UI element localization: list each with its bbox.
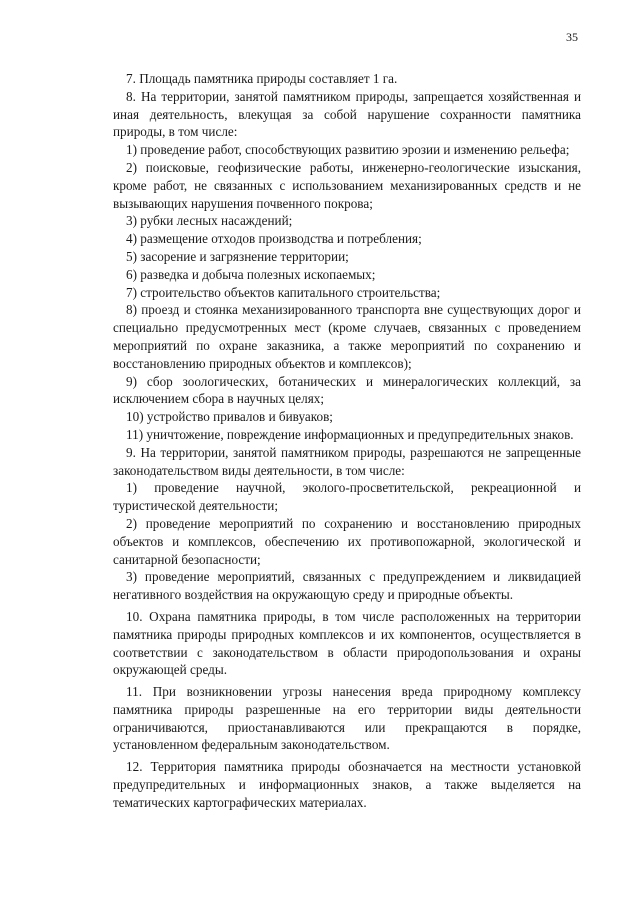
list-item-8-8: 8) проезд и стоянка механизированного транспорта вне существующих дорог и специально предусмотренных мест (кроме случаев, связанных с проведением мероприятий по охране заказника, а также мероприятий по сохранению и восстановлению природных объектов и комплексов); bbox=[113, 302, 581, 371]
list-item-8-4: 4) размещение отходов производства и потребления; bbox=[126, 231, 422, 247]
list-item-9-3: 3) проведение мероприятий, связанных с предупреждением и ликвидацией негативного воздействия на окружающую среду и природные объекты. bbox=[113, 569, 581, 603]
paragraph-12: 12. Территория памятника природы обозначается на местности установкой предупредительных и информационных знаков, а также выделяется на тематических картографических материалах. bbox=[113, 759, 581, 810]
list-item-8-3: 3) рубки лесных насаждений; bbox=[126, 213, 293, 229]
list-item-8-5: 5) засорение и загрязнение территории; bbox=[126, 248, 349, 264]
paragraph-7: 7. Площадь памятника природы составляет 1 га. bbox=[126, 71, 398, 86]
list-item-8-10: 10) устройство привалов и бивуаков; bbox=[126, 409, 333, 425]
list-item-8-6: 6) разведка и добыча полезных ископаемых; bbox=[126, 266, 376, 282]
list-item-8-7: 7) строительство объектов капитального строительства; bbox=[126, 284, 441, 300]
paragraph-10: 10. Охрана памятника природы, в том числе расположенных на территории памятника природы природных комплексов и их компонентов, осуществляется в соответствии с законодательством в области природопользования и охраны окружающей среды. bbox=[113, 608, 581, 678]
list-item-9-1: 1) проведение научной, эколого-просветительской, рекреационной и туристической деятельности; bbox=[113, 480, 581, 514]
list-item-8-9: 9) сбор зоологических, ботанических и минералогических коллекций, за исключением сбора в научных целях; bbox=[113, 373, 581, 407]
paragraph-11: 11. При возникновении угрозы нанесения вреда природному комплексу памятника природы разрешенные на его территории виды деятельности ограничиваются, приостанавливаются или прекращаются в порядке, установленном федеральным законодательством. bbox=[113, 684, 581, 753]
list-item-8-2: 2) поисковые, геофизические работы, инженерно-геологические изыскания, кроме работ, не связанных с использованием механизированных средств и не вызывающих нарушения почвенного покрова; bbox=[113, 159, 581, 211]
list-item-8-1: 1) проведение работ, способствующих развитию эрозии и изменению рельефа; bbox=[126, 142, 570, 158]
paragraph-9: 9. На территории, занятой памятником природы, разрешаются не запрещенные законодательством виды деятельности, в том числе: bbox=[113, 444, 581, 478]
page-number: 35 bbox=[566, 30, 578, 44]
document-body bbox=[113, 70, 581, 812]
list-item-8-11: 11) уничтожение, повреждение информационных и предупредительных знаков. bbox=[126, 426, 574, 442]
list-item-9-2: 2) проведение мероприятий по сохранению и восстановлению природных объектов и комплексов, обеспечению их противопожарной, экологической и санитарной безопасности; bbox=[113, 515, 581, 567]
paragraph-8: 8. На территории, занятой памятником природы, запрещается хозяйственная и иная деятельность, влекущая за собой нарушение сохранности памятника природы, в том числе: bbox=[113, 88, 581, 140]
